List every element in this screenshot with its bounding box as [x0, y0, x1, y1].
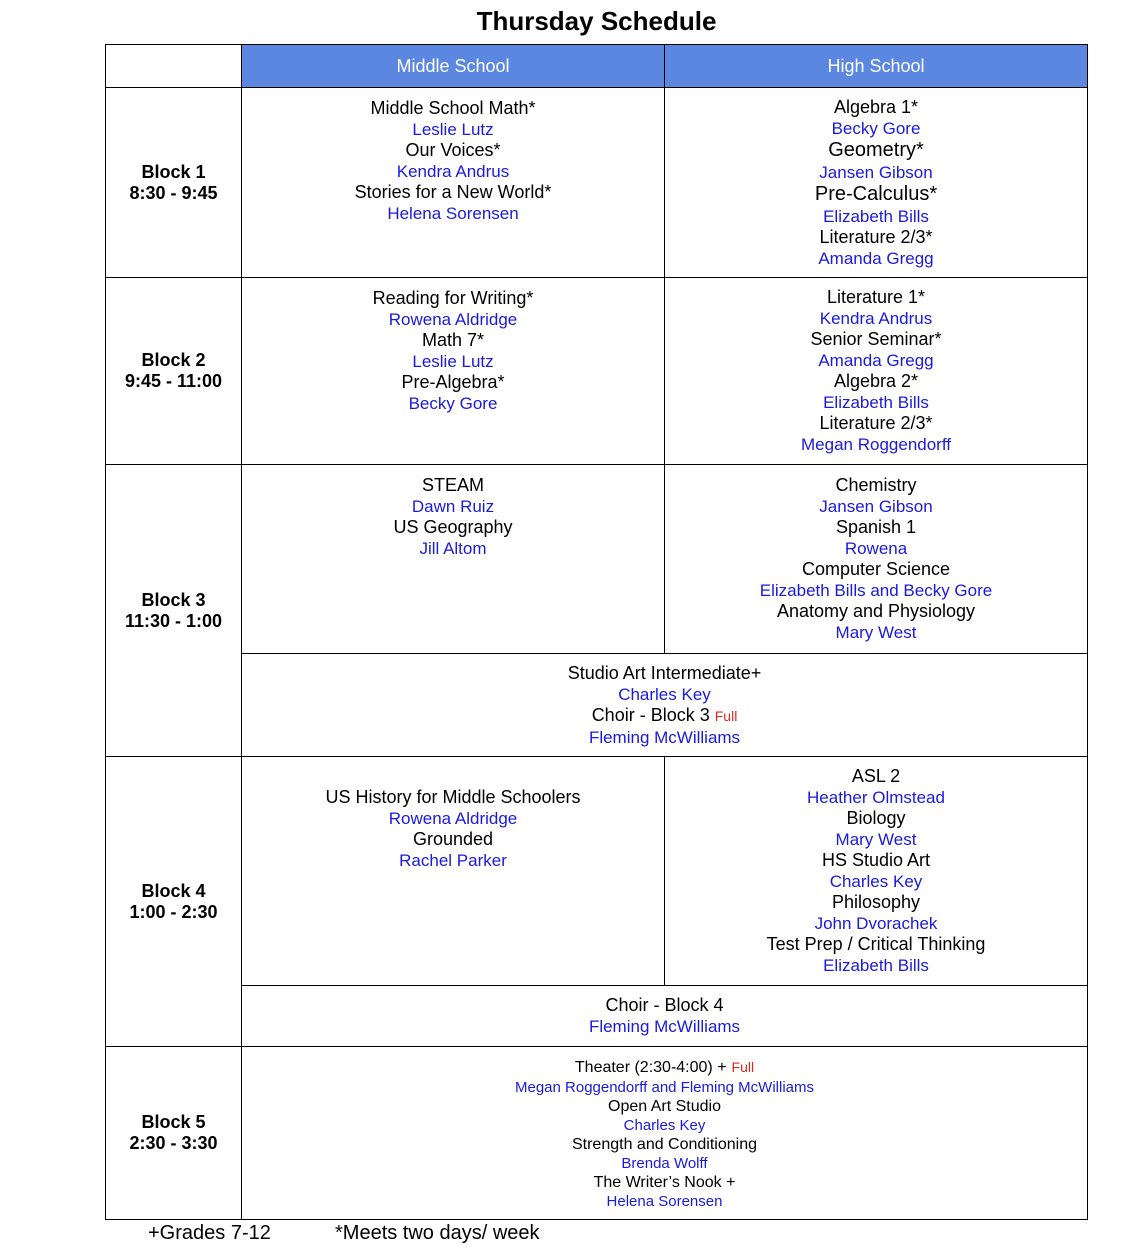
teacher-name: Helena Sorensen [606, 1192, 723, 1210]
block-time: 2:30 - 3:30 [129, 1133, 218, 1153]
teacher-name: Rowena Aldridge [388, 310, 518, 329]
teacher-name: Charles Key [618, 684, 711, 704]
teacher-name: Charles Key [829, 872, 923, 891]
teacher-name: Rachel Parker [399, 851, 507, 870]
teacher-name: Jansen Gibson [819, 162, 933, 182]
course-name: Stories for a New World* [354, 182, 552, 202]
course-name: Grounded [412, 829, 494, 849]
block-name: Block 4 [141, 880, 206, 901]
teacher-name: Jill Altom [419, 539, 487, 558]
course-name: Choir - Block 4 [605, 995, 724, 1015]
block-name: Block 1 [141, 161, 206, 182]
teacher-name: Heather Olmstead [807, 788, 945, 807]
corner-cell [106, 45, 242, 88]
block-5-all-cell [242, 1047, 1088, 1220]
full-badge: Full [731, 1058, 755, 1075]
header-row [106, 45, 1088, 88]
course-name: Computer Science [801, 559, 951, 579]
teacher-name: Amanda Gregg [818, 248, 934, 268]
block-1-row [106, 88, 1088, 278]
teacher-name: Charles Key [623, 1116, 706, 1134]
header-high-school: High School [665, 45, 1088, 88]
block-2-row [106, 278, 1088, 465]
teacher-name: Becky Gore [831, 118, 921, 138]
course-name: The Writer’s Nook + [593, 1173, 736, 1191]
block-time: 1:00 - 2:30 [129, 901, 218, 922]
course-line [242, 1056, 1087, 1078]
teacher-name: Elizabeth Bills and Becky Gore [759, 581, 993, 600]
course-name: STEAM [421, 475, 484, 495]
teacher-name: Elizabeth Bills [823, 393, 929, 412]
teacher-name: Elizabeth Bills [823, 956, 929, 975]
block-3-high-cell [665, 465, 1088, 654]
schedule-table [105, 44, 1088, 1220]
course-name: Theater (2:30-4:00) + [574, 1058, 727, 1076]
teacher-name: Becky Gore [408, 394, 498, 413]
block-4-middle-cell [242, 757, 665, 986]
course-name: Math 7* [421, 330, 485, 350]
course-name: Algebra 1* [833, 96, 919, 117]
block-name: Block 2 [141, 350, 206, 370]
teacher-name: Dawn Ruiz [411, 497, 495, 516]
block-3-all-cell [242, 654, 1088, 757]
course-name: Senior Seminar* [810, 329, 942, 349]
course-name: US History for Middle Schoolers [325, 787, 581, 807]
course-name: Reading for Writing* [372, 288, 534, 308]
course-name: Open Art Studio [608, 1097, 721, 1115]
course-name: Biology [846, 808, 906, 828]
teacher-name: Jansen Gibson [819, 497, 933, 516]
footer-meets-note: *Meets two days/ week [335, 1222, 540, 1244]
block-1-high-cell [665, 88, 1088, 278]
teacher-name: Leslie Lutz [412, 352, 494, 371]
footer-grades-note: +Grades 7-12 [148, 1222, 271, 1244]
course-name: ASL 2 [851, 766, 901, 786]
course-name: Philosophy [831, 892, 921, 912]
teacher-name: Helena Sorensen [387, 204, 519, 223]
teacher-name: Mary West [835, 830, 917, 849]
course-name: Test Prep / Critical Thinking [766, 934, 986, 954]
course-name: Studio Art Intermediate+ [567, 662, 762, 683]
block-1-middle-cell [242, 88, 665, 278]
block-4-all-row [106, 986, 1088, 1047]
block-3-all-row [106, 654, 1088, 757]
teacher-name: Rowena [844, 539, 908, 558]
teacher-name: Kendra Andrus [819, 309, 933, 328]
course-line [242, 705, 1087, 727]
course-name: Our Voices* [405, 140, 501, 160]
teacher-name: John Dvorachek [814, 914, 938, 933]
block-3-row [106, 465, 1088, 654]
block-2-middle-cell [242, 278, 665, 465]
block-5-label [106, 1047, 242, 1220]
course-name: Spanish 1 [835, 517, 917, 537]
teacher-name: Brenda Wolff [621, 1154, 708, 1172]
course-name: Literature 1* [826, 287, 926, 307]
course-name: Literature 2/3* [819, 226, 933, 247]
block-name: Block 3 [141, 589, 206, 610]
block-4-all-cell [242, 986, 1088, 1047]
teacher-name: Megan Roggendorff [801, 435, 951, 454]
block-4-label [106, 757, 242, 1047]
block-2-label [106, 278, 242, 465]
block-time: 11:30 - 1:00 [124, 610, 223, 631]
teacher-name: Leslie Lutz [412, 120, 494, 139]
course-name: Literature 2/3* [819, 413, 933, 433]
teacher-name: Rowena Aldridge [388, 809, 518, 828]
teacher-name: Kendra Andrus [396, 162, 510, 181]
block-4-high-cell [665, 757, 1088, 986]
block-4-row [106, 757, 1088, 986]
course-name: Choir - Block 3 [591, 704, 710, 725]
teacher-name: Fleming McWilliams [588, 727, 741, 747]
page-title: Thursday Schedule [476, 6, 717, 36]
header-middle-school: Middle School [242, 45, 665, 88]
block-3-label [106, 465, 242, 757]
course-name: Algebra 2* [833, 371, 919, 391]
course-name: Pre-Calculus* [814, 182, 938, 205]
course-name: Anatomy and Physiology [776, 601, 976, 621]
block-1-label [106, 88, 242, 278]
course-name: US Geography [393, 517, 513, 537]
course-name: Strength and Conditioning [571, 1135, 758, 1153]
teacher-name: Mary West [835, 623, 917, 642]
course-name: Chemistry [835, 475, 917, 495]
block-3-middle-cell [242, 465, 665, 654]
teacher-name: Elizabeth Bills [823, 206, 929, 226]
teacher-name: Fleming McWilliams [588, 1017, 741, 1036]
block-2-high-cell [665, 278, 1088, 465]
course-name: Pre-Algebra* [401, 372, 505, 392]
course-name: Geometry* [828, 138, 924, 161]
block-5-row [106, 1047, 1088, 1220]
teacher-name: Amanda Gregg [818, 351, 934, 370]
block-time: 8:30 - 9:45 [129, 182, 218, 203]
teacher-name: Megan Roggendorff and Fleming McWilliams [514, 1078, 815, 1096]
course-name: Middle School Math* [370, 98, 536, 118]
course-name: HS Studio Art [821, 850, 931, 870]
full-badge: Full [714, 707, 738, 724]
block-time: 9:45 - 11:00 [124, 371, 223, 391]
block-name: Block 5 [141, 1112, 206, 1132]
